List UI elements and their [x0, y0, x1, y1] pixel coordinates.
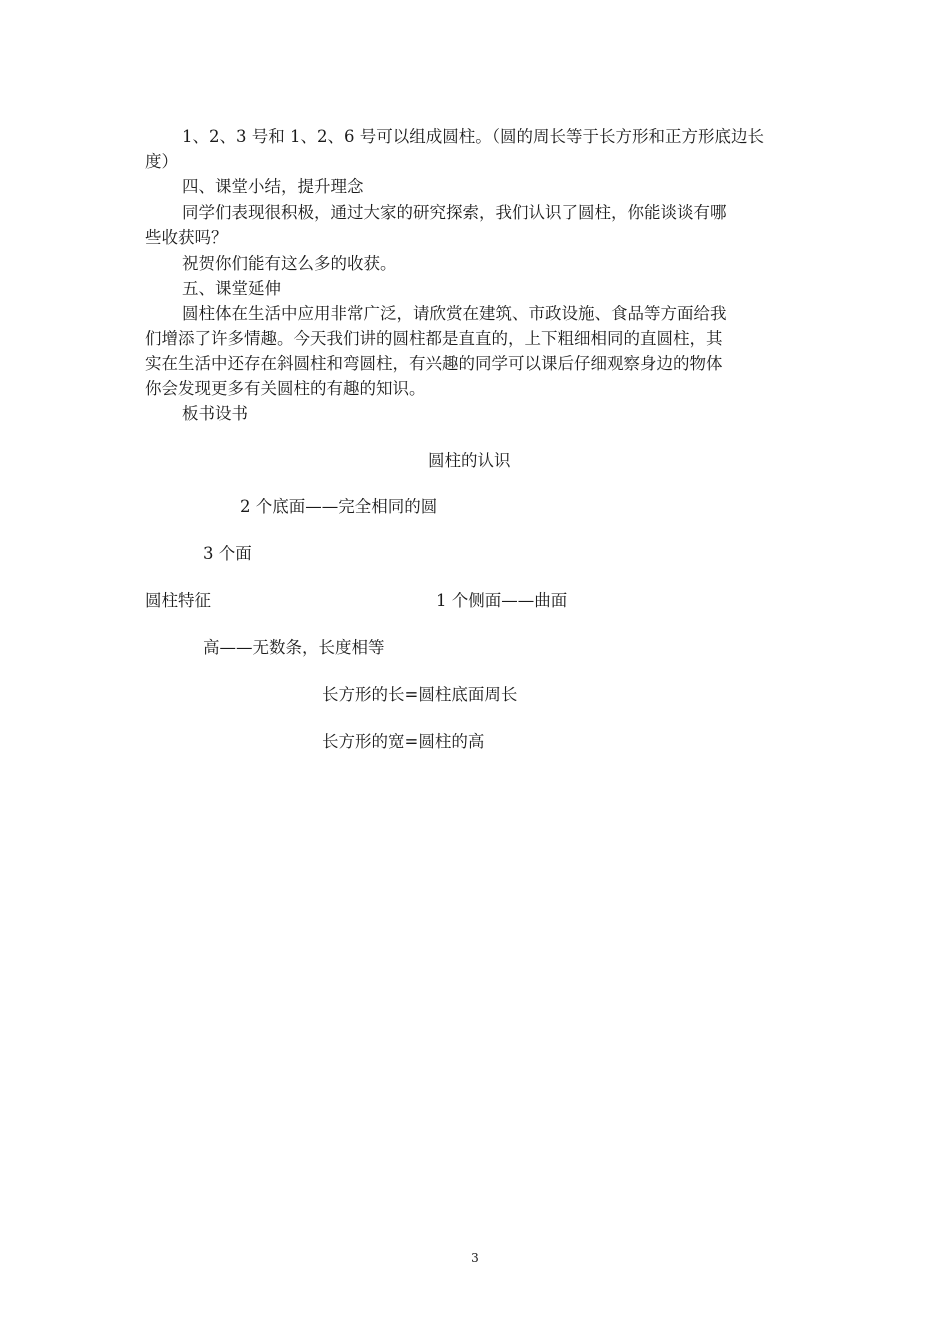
paragraph-line: 度）	[145, 152, 178, 171]
page-number: 3	[471, 1251, 479, 1265]
paragraph-line: 圆柱体在生活中应用非常广泛，请欣赏在建筑、市政设施、食品等方面给我	[182, 304, 727, 323]
paragraph-line: 实在生活中还存在斜圆柱和弯圆柱，有兴趣的同学可以课后仔细观察身边的物体	[145, 354, 723, 373]
paragraph-line: 你会发现更多有关圆柱的有趣的知识。	[145, 379, 426, 398]
board-faces: 3 个面	[203, 544, 252, 563]
paragraph-line: 1、2、3 号和 1、2、6 号可以组成圆柱。（圆的周长等于长方形和正方形底边长	[182, 127, 764, 146]
board-feature: 圆柱特征	[145, 591, 211, 610]
paragraph-line: 们增添了许多情趣。今天我们讲的圆柱都是直直的，上下粗细相同的直圆柱，其	[145, 329, 723, 348]
paragraph-line: 同学们表现很积极，通过大家的研究探索，我们认识了圆柱，你能谈谈有哪	[182, 203, 727, 222]
board-side: 1 个侧面——曲面	[436, 591, 568, 610]
board-length-equation: 长方形的长=圆柱底面周长	[322, 685, 518, 704]
paragraph-line: 些收获吗？	[145, 228, 228, 247]
paragraph-line: 祝贺你们能有这么多的收获。	[182, 254, 397, 273]
section-heading: 五、课堂延伸	[182, 279, 281, 298]
board-title: 圆柱的认识	[428, 451, 511, 470]
board-height: 高——无数条，长度相等	[203, 638, 385, 657]
board-width-equation: 长方形的宽=圆柱的高	[322, 732, 485, 751]
section-heading: 四、课堂小结，提升理念	[182, 177, 364, 196]
board-bases: 2 个底面——完全相同的圆	[240, 497, 438, 516]
board-design-label: 板书设书	[182, 404, 248, 423]
